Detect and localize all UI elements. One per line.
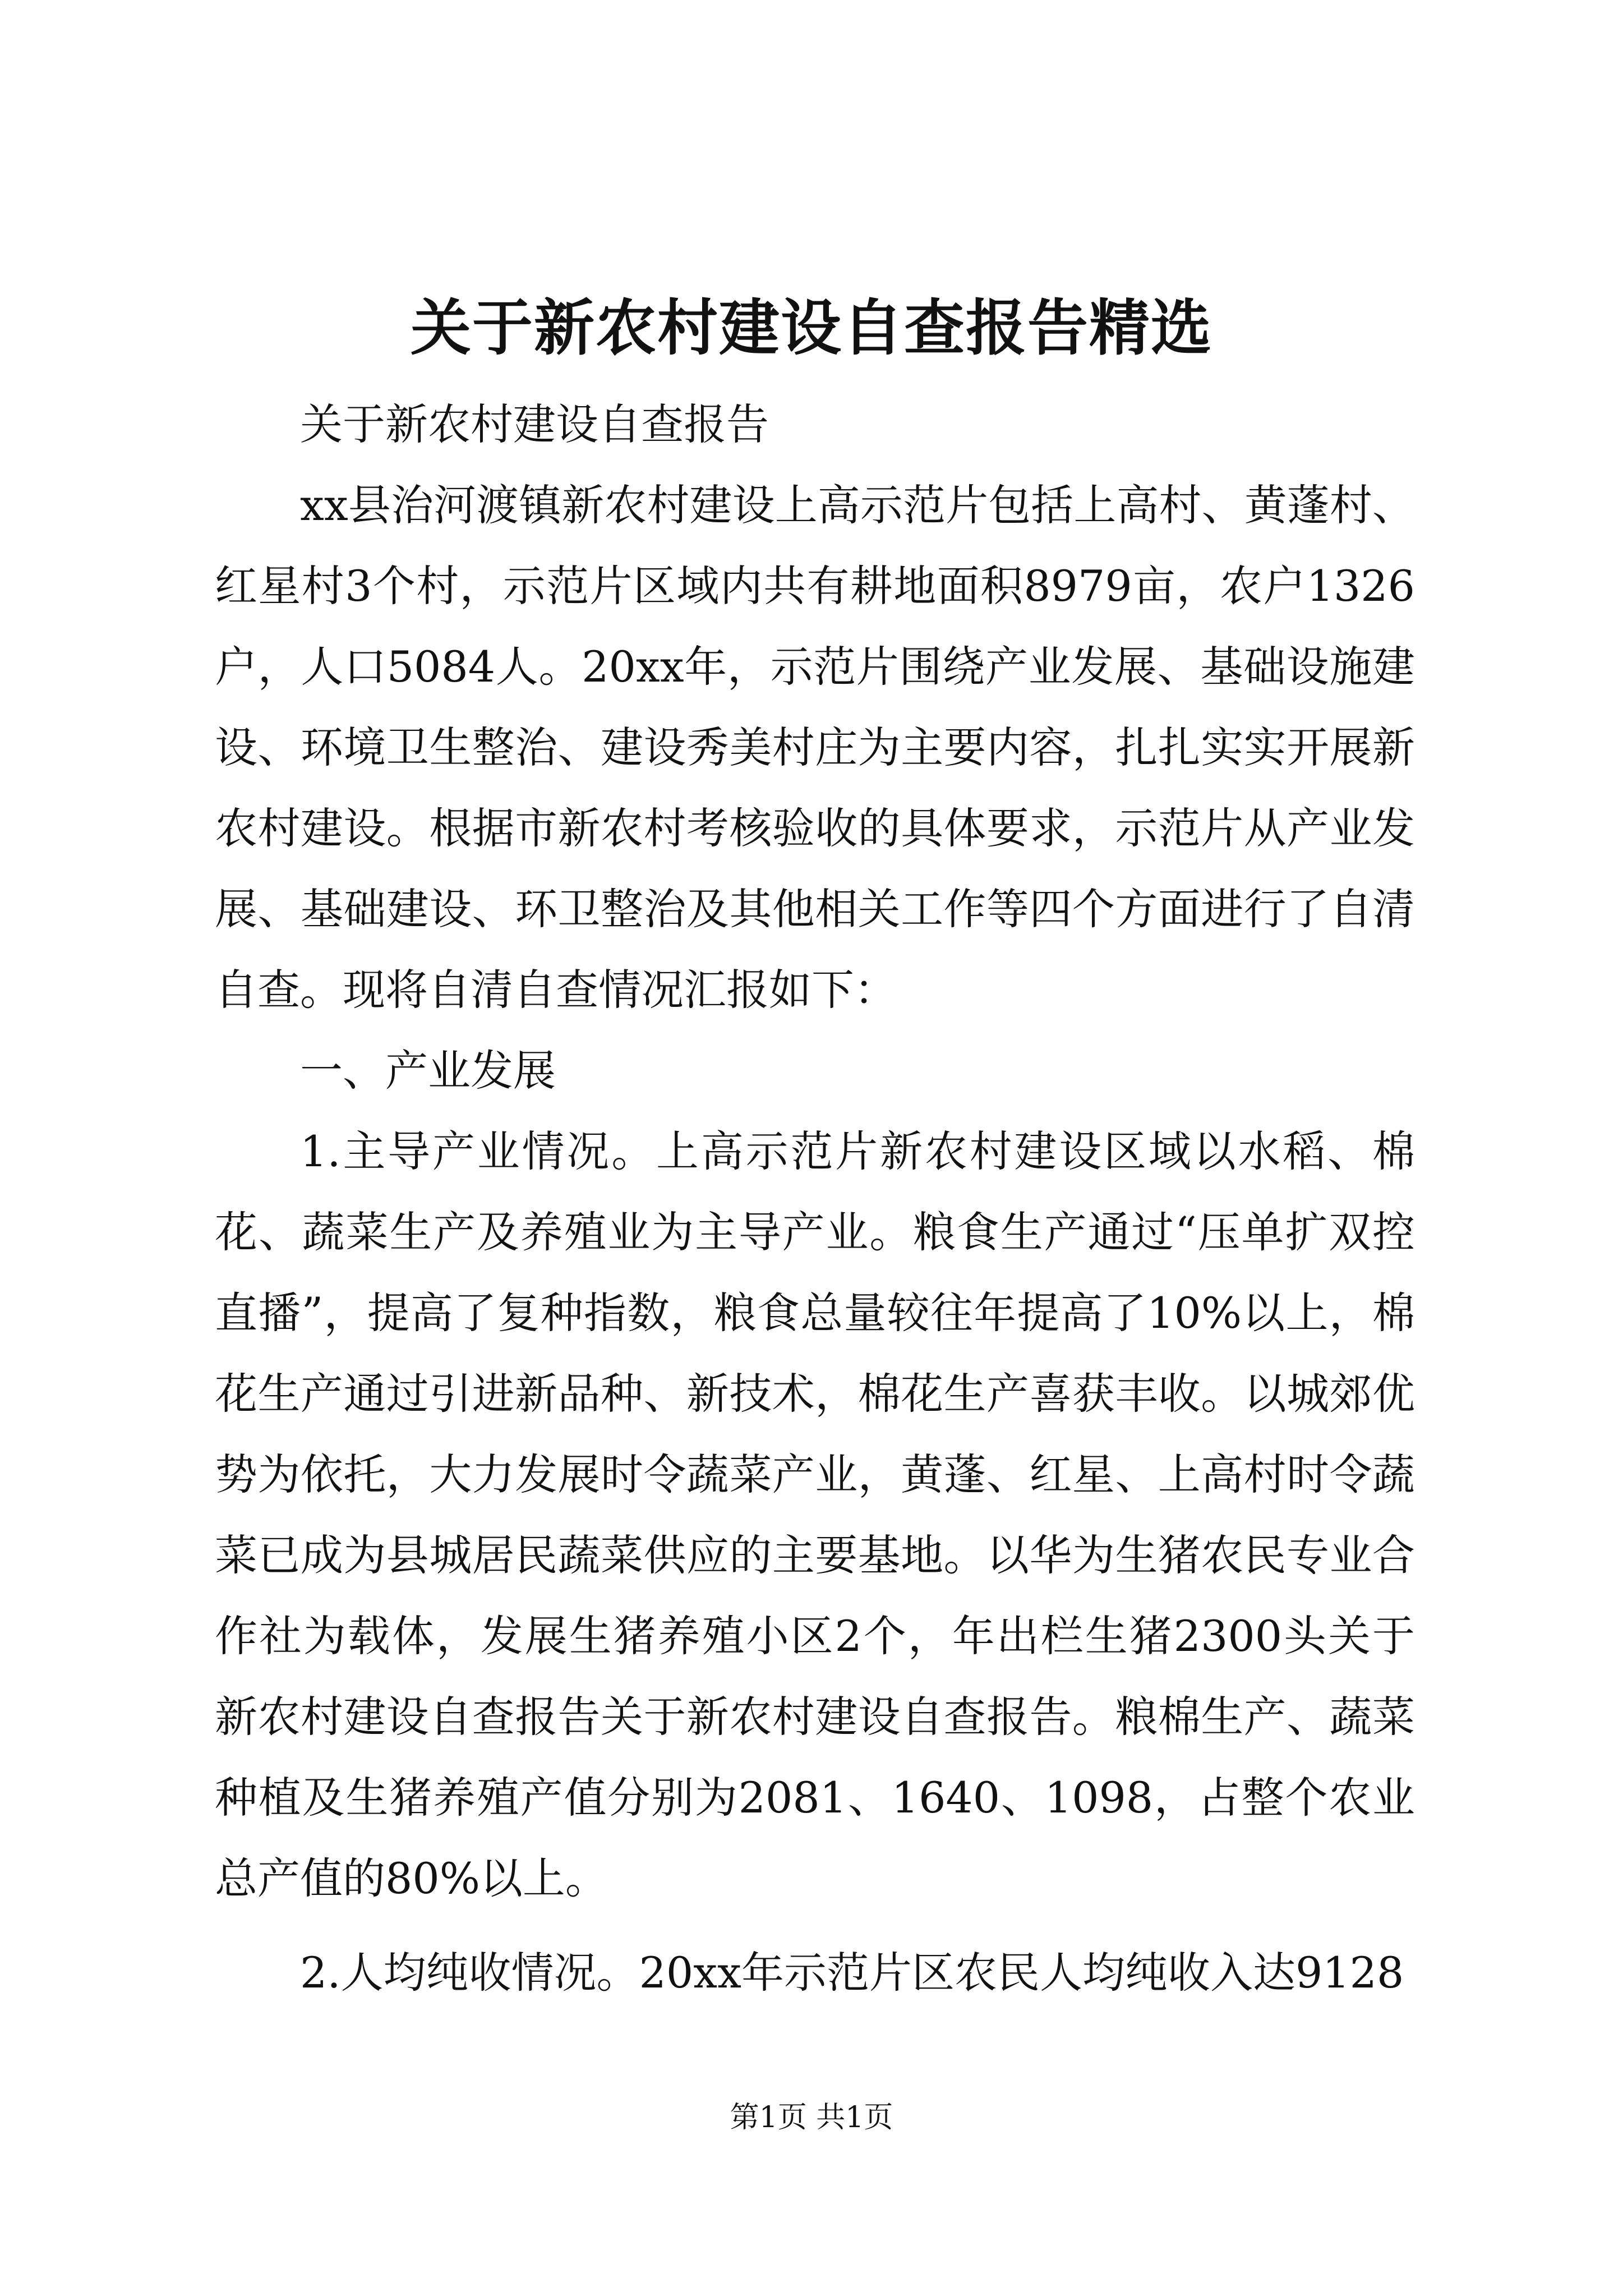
page-footer: 第1页 共1页 [730, 2101, 893, 2134]
intro-paragraph: xx县治河渡镇新农村建设上高示范片包括上高村、黄蓬村、红星村3个村，示范片区域内共有耕地面积8979亩，农户1326户，人口5084人。20xx年，示范片围绕产业发展、基础设施建设、环境卫生整治、建设秀美村庄为主要内容，扎扎实实开展新农村建设。根据市新农村考核验收的具体要求，示范片从产业发展、基础建设、环卫整治及其他相关工作等四个方面进行了自清自查。现将自清自查情况汇报如下： [215, 480, 1415, 1015]
subtitle-paragraph: 关于新农村建设自查报告 [300, 399, 769, 449]
document-title: 关于新农村建设自查报告精选 [410, 293, 1212, 364]
document-body [215, 384, 1415, 2013]
section-heading: 一、产业发展 [300, 1046, 556, 1096]
income-paragraph: 2.人均纯收情况。20xx年示范片区农民人均纯收入达9128 [300, 1948, 1404, 1998]
industry-paragraph: 1.主导产业情况。上高示范片新农村建设区域以水稻、棉花、蔬菜生产及养殖业为主导产业。粮食生产通过“压单扩双控直播”，提高了复种指数，粮食总量较往年提高了10%以上，棉花生产通过引进新品种、新技术，棉花生产喜获丰收。以城郊优势为依托，大力发展时令蔬菜产业，黄蓬、红星、上高村时令蔬菜已成为县城居民蔬菜供应的主要基地。以华为生猪农民专业合作社为载体，发展生猪养殖小区2个，年出栏生猪2300头关于新农村建设自查报告关于新农村建设自查报告。粮棉生产、蔬菜种植及生猪养殖产值分别为2081、1640、1098，占整个农业总产值的80%以上。 [215, 1126, 1415, 1903]
